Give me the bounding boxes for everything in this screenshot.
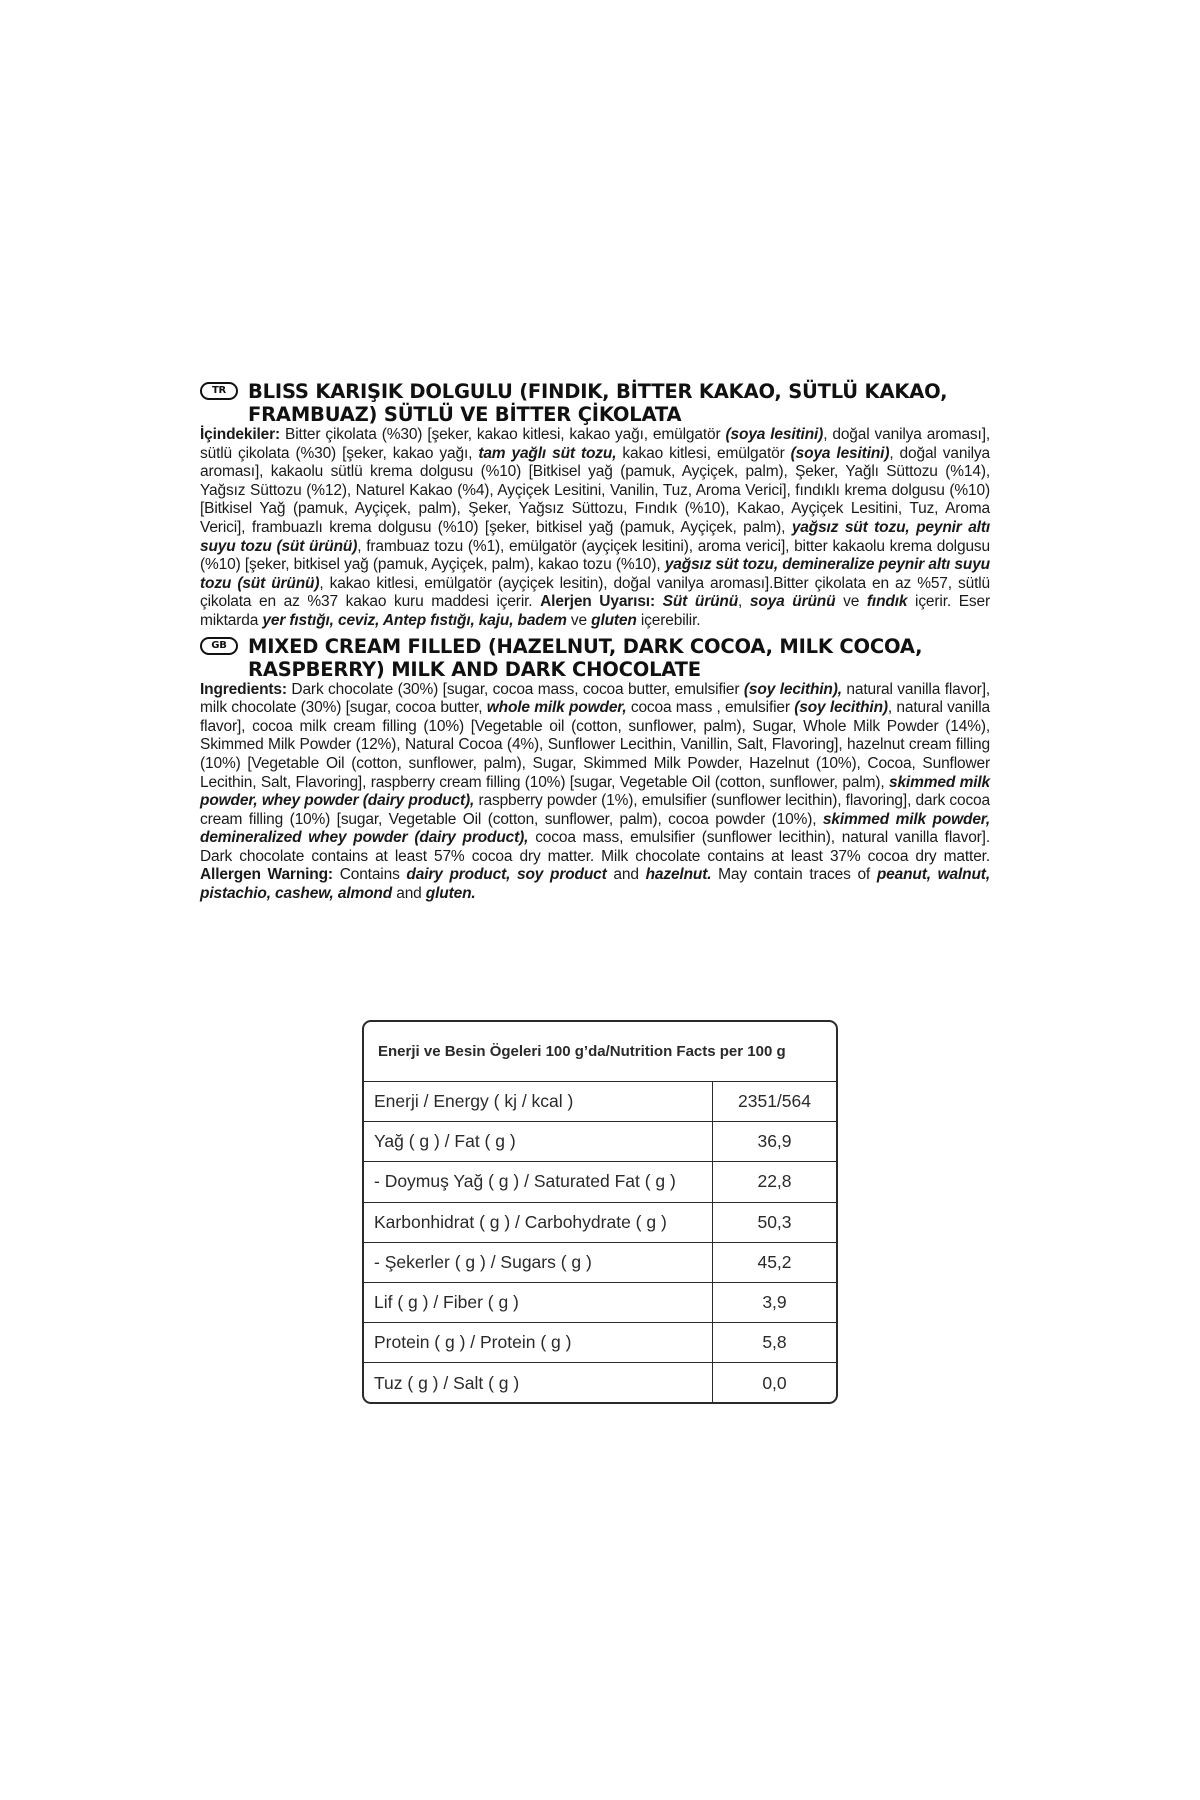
tr-ing-bold: yağsız süt tozu, demineralize peynir altı suyu tozu (süt ürünü)	[200, 556, 990, 592]
tr-allergen-text: içerir. Eser miktarda	[200, 593, 990, 629]
gb-allergen-bold: hazelnut.	[645, 866, 712, 884]
tr-allergen-bold: fındık	[866, 593, 908, 611]
ingredient-label	[200, 380, 990, 908]
nutrient-value: 2351/564	[738, 1091, 811, 1112]
gb-language-badge: GB	[200, 637, 238, 655]
tr-allergen-label: Alerjen Uyarısı:	[540, 593, 655, 611]
nutrient-value: 36,9	[757, 1131, 792, 1152]
tr-ing-text: Bitter çikolata (%30) [şeker, kakao kitlesi, kakao yağı, emülgatör	[280, 426, 726, 443]
tr-product-title: BLISS KARIŞIK DOLGULU (FINDIK, BİTTER KAKAO, SÜTLÜ KAKAO, FRAMBUAZ) SÜTLÜ VE BİTTER ÇİKOLATA	[248, 380, 948, 426]
tr-ing-bold: (soya lesitini)	[725, 426, 824, 443]
tr-ing-bold: tam yağlı süt tozu,	[478, 444, 617, 462]
tr-allergen-text: içerebilir.	[636, 611, 701, 629]
tr-ing-text: kakao kitlesi, emülgatör	[616, 444, 791, 462]
nutrient-name: Protein ( g ) / Protein ( g )	[364, 1323, 713, 1362]
gb-traces-bold: peanut, walnut, pistachio, cashew, almond	[200, 866, 990, 903]
table-row	[364, 1283, 836, 1323]
tr-heading	[200, 380, 990, 426]
tr-ing-bold: yağsız süt tozu, peynir altı suyu tozu (süt ürünü)	[200, 518, 990, 555]
tr-ing-text: , kakao kitlesi, emülgatör (ayçiçek lesitin), doğal vanilya aroması].Bitter çikolata en az %57, sütlü çikolata en az %37 kakao kuru maddesi içerir.	[200, 574, 990, 611]
gb-ing-text: Dark chocolate (30%) [sugar, cocoa mass, cocoa butter, emulsifier	[286, 680, 744, 698]
gb-ing-bold: skimmed milk powder, whey powder (dairy product),	[200, 773, 990, 810]
tr-allergen-bold: Süt ürünü	[654, 593, 739, 611]
gb-ing-text: cocoa mass , emulsifier	[626, 699, 795, 717]
gb-ing-bold: skimmed milk powder, demineralized whey powder (dairy product),	[200, 810, 990, 847]
tr-traces-bold: yer fıstığı, ceviz, Antep fıstığı, kaju, badem	[262, 611, 567, 629]
tr-ingredients-label: İçindekiler:	[200, 426, 281, 443]
tr-traces-bold: gluten	[591, 611, 637, 629]
tr-ingredients	[200, 426, 990, 631]
gb-product-title: MIXED CREAM FILLED (HAZELNUT, DARK COCOA, MILK COCOA, RASPBERRY) MILK AND DARK CHOCOLATE	[248, 634, 923, 681]
nutrient-name: Karbonhidrat ( g ) / Carbohydrate ( g )	[364, 1203, 713, 1242]
nutrient-value: 22,8	[757, 1171, 792, 1192]
nutrient-value: 5,8	[762, 1332, 787, 1353]
gb-allergen-text: Contains	[332, 866, 407, 884]
nutrient-name: Lif ( g ) / Fiber ( g )	[364, 1283, 713, 1322]
gb-allergen-text: and	[606, 866, 646, 884]
tr-ing-text: , doğal vanilya aroması], kakaolu sütlü krema dolgusu (%10) [Bitkisel yağ (pamuk, Ayçiçek, palm), Şeker, Yağlı Süttozu (%14), Yağsız Süttozu (%12), Naturel Kakao (%4), Ayçiçek Lesitini, Vanilin, Tuz, Aroma Verici], fındıklı krema dolgusu (%10) [Bitkisel Yağ (pamuk, Ayçiçek, palm), Şeker, Yağsız Süttozu, Fındık (%10), Kakao, Ayçiçek Lesitini, Tuz, Aroma Verici], frambuazlı krema dolgusu (%10) [şeker, bitkisel yağ (pamuk, Ayçiçek, palm),	[200, 444, 990, 536]
gb-ingredients-label: Ingredients:	[200, 680, 287, 698]
tr-allergen-text: ,	[738, 593, 750, 611]
nutrient-value: 0,0	[762, 1372, 787, 1393]
nutrient-name: - Şekerler ( g ) / Sugars ( g )	[364, 1243, 713, 1282]
nutrient-value: 50,3	[757, 1211, 792, 1232]
tr-allergen-text: ve	[835, 593, 867, 611]
nutrient-name: - Doymuş Yağ ( g ) / Saturated Fat ( g )	[364, 1162, 713, 1201]
nutrition-facts-table	[362, 1020, 838, 1404]
nutrient-name: Tuz ( g ) / Salt ( g )	[364, 1363, 713, 1403]
tr-allergen-bold: soya ürünü	[749, 593, 836, 611]
gb-allergen-bold: dairy product, soy product	[406, 866, 607, 884]
gb-ing-bold: whole milk powder,	[486, 699, 627, 717]
table-row	[364, 1323, 836, 1363]
gb-allergen-text: May contain traces of	[711, 866, 877, 884]
nutrient-value: 3,9	[762, 1292, 787, 1313]
gb-allergen-text: and	[392, 885, 426, 903]
table-row	[364, 1203, 836, 1243]
nutrient-value: 45,2	[757, 1251, 792, 1272]
gb-allergen-label: Allergen Warning:	[200, 866, 333, 884]
gb-ing-bold: (soy lecithin)	[794, 699, 888, 717]
table-row	[364, 1243, 836, 1283]
gb-ing-text: , natural vanilla flavor], cocoa milk cream filling (10%) [Vegetable oil (cotton, sunflower, palm), Sugar, Whole Milk Powder (14%), Skimmed Milk Powder (12%), Natural Cocoa (4%), Sunflower Lecithin, Vanillin, Salt, Flavoring], hazelnut cream filling (10%) [Vegetable Oil (cotton, sunflower, palm), Sugar, Skimmed Milk Powder, Hazelnut (10%), Cocoa, Sunflower Lecithin, Salt, Flavoring], raspberry cream filling (10%) [sugar, Vegetable Oil (cotton, sunflower, palm),	[200, 699, 990, 791]
nutrient-name: Yağ ( g ) / Fat ( g )	[364, 1122, 713, 1161]
nutrition-table-title: Enerji ve Besin Ögeleri 100 g’da/Nutrition Facts per 100 g	[364, 1022, 836, 1082]
gb-ingredients	[200, 681, 990, 904]
tr-ing-text: , doğal vanilya aroması], sütlü çikolata (%30) [şeker, kakao yağı,	[200, 426, 991, 462]
tr-ing-text: , frambuaz tozu (%1), emülgatör (ayçiçek lesitini), aroma verici], bitter kakaolu krema dolgusu (%10) [şeker, bitkisel yağ (pamuk, Ayçiçek, palm), kakao tozu (%10),	[200, 537, 990, 574]
tr-ing-bold: (soya lesitini)	[790, 444, 890, 462]
table-row	[364, 1082, 836, 1122]
nutrient-name: Enerji / Energy ( kj / kcal )	[364, 1082, 713, 1121]
table-row	[364, 1363, 836, 1403]
tr-language-badge: TR	[200, 382, 238, 400]
gb-ing-bold: (soy lecithin),	[743, 680, 842, 698]
table-row	[364, 1122, 836, 1162]
gb-traces-bold: gluten.	[425, 885, 476, 903]
tr-allergen-text: ve	[566, 611, 592, 629]
gb-heading	[200, 635, 990, 681]
gb-ing-text: natural vanilla flavor], milk chocolate (30%) [sugar, cocoa butter,	[200, 680, 991, 717]
gb-ing-text: raspberry powder (1%), emulsifier (sunflower lecithin), flavoring], dark cocoa cream filling (10%) [sugar, Vegetable Oil (cotton, sunflower, palm), cocoa powder (10%),	[200, 792, 990, 828]
gb-ing-text: cocoa mass, emulsifier (sunflower lecithin), natural vanilla flavor]. Dark chocolate contains at least 57% cocoa dry matter. Milk chocolate contains at least 37% cocoa dry matter.	[200, 829, 990, 865]
table-row	[364, 1162, 836, 1202]
